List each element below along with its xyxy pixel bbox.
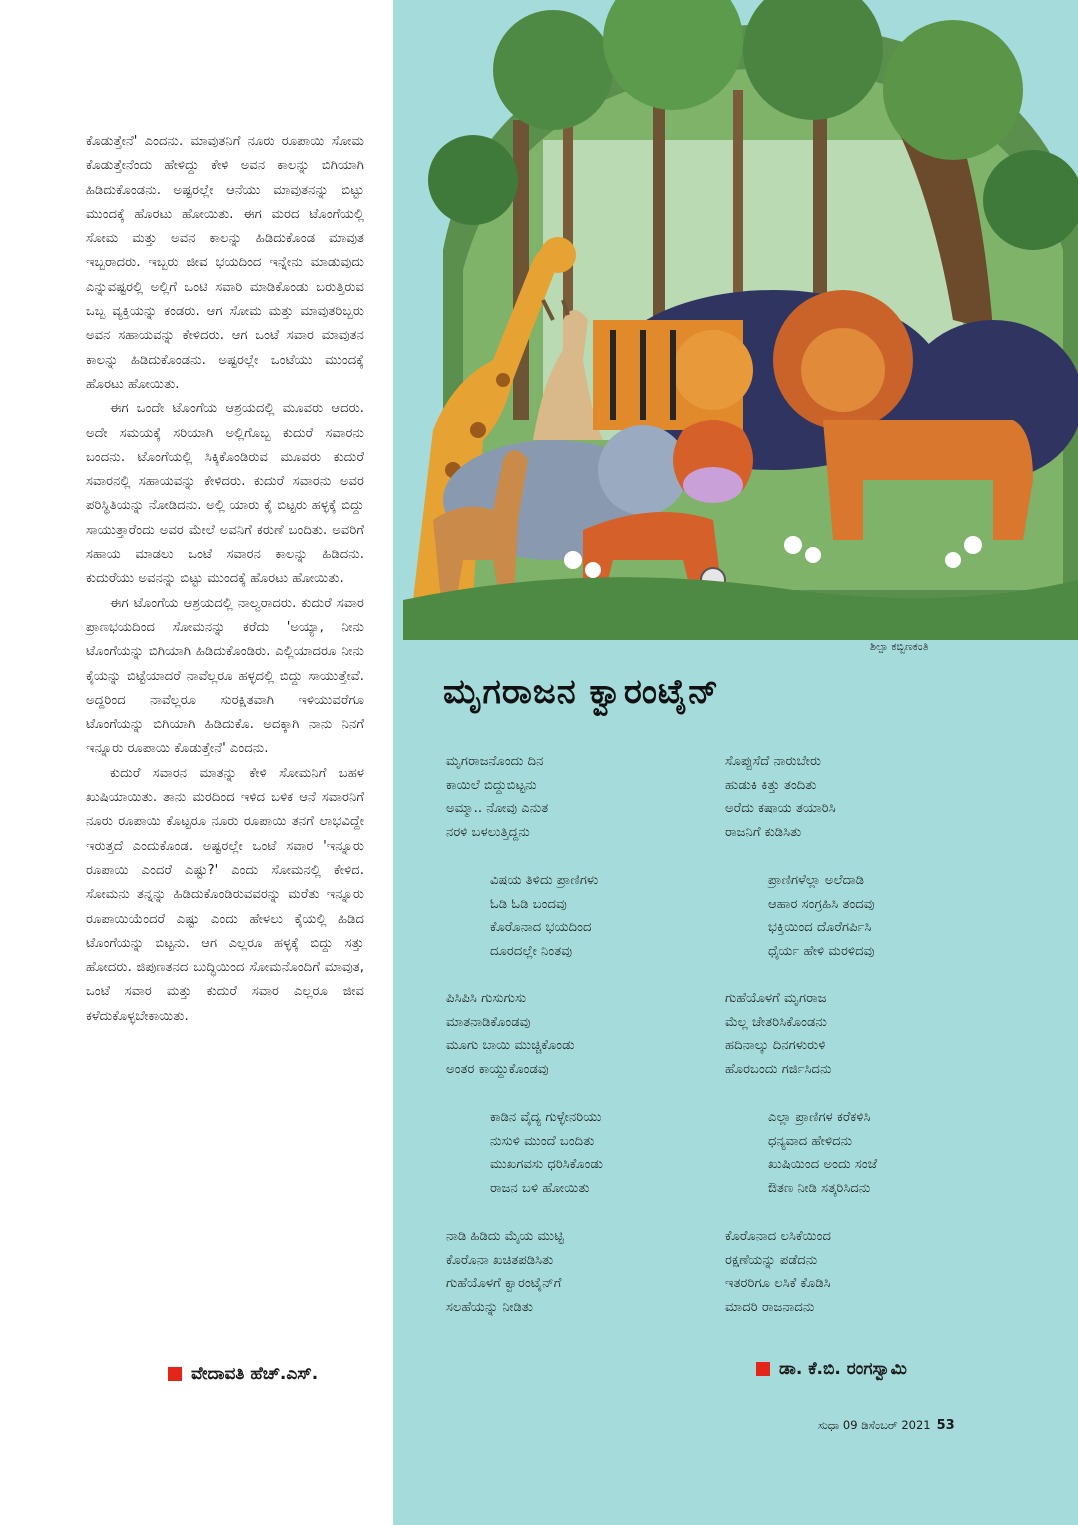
poem-stanza (446, 750, 696, 844)
story-paragraph: ಈಗ ಟೊಂಗೆಯ ಆಶ್ರಯದಲ್ಲಿ ನಾಲ್ವರಾದರು. ಕುದುರೆ ಸವಾರ ಪ್ರಾಣಭಯದಿಂದ ಸೋಮನನ್ನು ಕರೆದು 'ಅಯ್ಯಾ, ನೀನು ಟೊಂಗೆಯನ್ನು ಬಿಗಿಯಾಗಿ ಹಿಡಿದುಕೊಂಡಿರು. ಎಲ್ಲಿಯಾದರೂ ನೀನು ಕೈಯನ್ನು ಬಿಟ್ಟೆಯಾದರೆ ನಾವೆಲ್ಲರೂ ಹಳ್ಳದಲ್ಲಿ ಬಿದ್ದು ಸಾಯುತ್ತೇವೆ. ಅದ್ದರಿಂದ ನಾವೆಲ್ಲರೂ ಸುರಕ್ಷಿತವಾಗಿ ಇಳಿಯುವರೆಗೂ ಟೊಂಗೆಯನ್ನು ಬಿಗಿಯಾಗಿ ಹಿಡಿದುಕೊ. ಅದಕ್ಕಾಗಿ ನಾನು ನಿನಗೆ ಇನ್ನೂರು ರೂಪಾಯಿ ಕೊಡುತ್ತೇನೆ' ಎಂದನು. (86, 595, 364, 757)
poem-line: ಗುಹೆಯೊಳಗೆ ಮೃಗರಾಜ (725, 991, 827, 1006)
poem-line: ಆಹಾರ ಸಂಗ್ರಹಿಸಿ ತಂದವು (768, 896, 875, 912)
illustration-credit: ಶಿಲ್ಪಾ ಕಬ್ಬಿಣಕಂತಿ (870, 640, 929, 653)
poem-line: ಕಾಡಿನ ವೈದ್ಯ ಗುಳ್ಳೇನರಿಯು (490, 1110, 602, 1125)
poem-line: ಗುಹೆಯೊಳಗೆ ಕ್ವಾರಂಟೈನ್‌ಗೆ (446, 1276, 562, 1292)
poem-stanza (446, 1225, 696, 1319)
magazine-issue: ಸುಧಾ 09 ಡಿಸೆಂಬರ್ 2021 (818, 1418, 931, 1432)
poem-line: ಕೊರೊನಾದ ಲಸಿಕೆಯಿಂದ (725, 1229, 832, 1244)
poem-line: ಧನ್ಯವಾದ ಹೇಳಿದನು (768, 1133, 853, 1149)
page-footer (818, 1418, 955, 1433)
poem-stanza (725, 987, 975, 1081)
poem-line: ಹದಿನಾಲ್ಕು ದಿನಗಳುರುಳಿ (725, 1038, 826, 1054)
poem-line: ಮಾದರಿ ರಾಜನಾದನು (725, 1299, 815, 1315)
poem-line: ಪ್ರಾಣಿಗಳೆಲ್ಲಾ ಅಲೆದಾಡಿ (768, 873, 865, 888)
poem-line: ಅಂತರ ಕಾಯ್ದುಕೊಂಡವು (446, 1061, 549, 1077)
poem-line: ಹುಡುಕಿ ಕಿತ್ತು ತಂದಿತು (725, 777, 817, 793)
poem-line: ಕಾಯಿಲೆ ಬಿದ್ದುಬಿಟ್ಟನು (446, 777, 537, 793)
poem-line: ಮೃಗರಾಜನೊಂದು ದಿನ (446, 754, 544, 769)
poem-stanza (490, 869, 740, 963)
poem-title: ಮೃಗರಾಜನ ಕ್ವಾರಂಟೈನ್ (443, 672, 720, 712)
poem-line: ಭಕ್ತಿಯಿಂದ ದೊರೆಗರ್ಪಿಸಿ (768, 920, 872, 936)
poem-line: ರಾಜನ ಬಳಿ ಹೋಯಿತು (490, 1180, 590, 1196)
red-square-icon (756, 1362, 770, 1376)
poem-line: ಮಾತನಾಡಿಕೊಂಡವು (446, 1014, 531, 1030)
poem-line: ಪಿಸಿಪಿಸಿ ಗುಸುಗುಸು (446, 991, 527, 1006)
poem-line: ಖುಷಿಯಿಂದ ಅಂದು ಸಂಜೆ (768, 1157, 878, 1173)
poem-line: ಸೊಪ್ಪುಸೆದೆ ನಾರುಬೇರು (725, 754, 822, 769)
poem-line: ಅಮ್ಮಾ.. ನೋವು ಎನುತ (446, 801, 549, 817)
poem-line: ಕೊರೊನಾದ ಭಯದಿಂದ (490, 920, 592, 936)
poem-line: ಸಲಹೆಯನ್ನು ನೀಡಿತು (446, 1299, 534, 1315)
poem-line: ಔತಣ ನೀಡಿ ಸತ್ಕರಿಸಿದನು (768, 1180, 871, 1196)
story-paragraph: ಈಗ ಒಂದೇ ಟೊಂಗೆಯ ಆಶ್ರಯದಲ್ಲಿ ಮೂವರು ಆದರು. ಅದೇ ಸಮಯಕ್ಕೆ ಸರಿಯಾಗಿ ಅಲ್ಲಿಗೊಬ್ಬ ಕುದುರೆ ಸವಾರನು ಬಂದನು. ಟೊಂಗೆಯಲ್ಲಿ ಸಿಕ್ಕಿಕೊಂಡಿರುವ ಮೂವರು ಕುದುರೆ ಸವಾರನಲ್ಲಿ ಸಹಾಯವನ್ನು ಕೇಳಿದರು. ಕುದುರೆ ಸವಾರನು ಅವರ ಪರಿಸ್ಥಿತಿಯನ್ನು ನೋಡಿದನು. ಅಲ್ಲಿ ಯಾರು ಕೈ ಬಿಟ್ಟರು ಹಳ್ಳಕ್ಕೆ ಬಿದ್ದು ಸಾಯುತ್ತಾರೆಂದು ಅವರ ಮೇಲೆ ಅವನಿಗೆ ಕರುಣೆ ಬಂದಿತು. ಅವರಿಗೆ ಸಹಾಯ ಮಾಡಲು ಒಂಟೆ ಸವಾರನ ಕಾಲನ್ನು ಹಿಡಿದನು. ಕುದುರೆಯು ಅವನನ್ನು ಬಿಟ್ಟು ಮುಂದಕ್ಕೆ ಹೊರಟು ಹೋಯಿತು. (86, 401, 364, 587)
poem-stanza (725, 1225, 975, 1319)
page-number: 53 (936, 1418, 955, 1433)
story-author (168, 1364, 318, 1384)
story-author-name: ವೇದಾವತಿ ಹೆಚ್.ಎಸ್. (191, 1364, 319, 1384)
forest-animals-illustration (393, 0, 1078, 650)
poem-stanza (490, 1106, 740, 1200)
poem-line: ನಾಡಿ ಹಿಡಿದು ಮೈಯ ಮುಟ್ಟಿ (446, 1229, 564, 1244)
poem-line: ಹೊರಬಂದು ಗರ್ಜಿಸಿದನು (725, 1061, 832, 1077)
poem-line: ಓಡಿ ಓಡಿ ಬಂದವು (490, 896, 567, 912)
poem-line: ಎಲ್ಲಾ ಪ್ರಾಣಿಗಳ ಕರೆಕಳಿಸಿ (768, 1110, 871, 1125)
poem-stanza (725, 750, 975, 844)
poem-line: ನರಳಿ ಬಳಲುತ್ತಿದ್ದನು (446, 824, 530, 840)
poem-line: ಮೂಗು ಬಾಯಿ ಮುಚ್ಚಿಕೊಂಡು (446, 1038, 575, 1054)
poem-line: ದೂರದಲ್ಲೇ ನಿಂತವು (490, 943, 572, 959)
poem-author (756, 1359, 907, 1379)
poem-stanza (768, 1106, 1018, 1200)
story-paragraph: ಕೊಡುತ್ತೇನೆ' ಎಂದನು. ಮಾವುತನಿಗೆ ನೂರು ರೂಪಾಯಿ ಸೋಮ ಕೊಡುತ್ತೇನೆಂದು ಹೇಳಿದ್ದು ಕೇಳಿ ಅವನ ಕಾಲನ್ನು ಬಿಗಿಯಾಗಿ ಹಿಡಿದುಕೊಂಡನು. ಅಷ್ಟರಲ್ಲೇ ಆನೆಯು ಮಾವುತನನ್ನು ಬಿಟ್ಟು ಮುಂದಕ್ಕೆ ಹೊರಟು ಹೋಯಿತು. ಈಗ ಮರದ ಟೊಂಗೆಯಲ್ಲಿ ಸೋಮ ಮತ್ತು ಅವನ ಕಾಲನ್ನು ಹಿಡಿದುಕೊಂಡ ಮಾವುತ ಇಬ್ಬರಾದರು. ಇಬ್ಬರು ಜೀವ ಭಯದಿಂದ ಇನ್ನೇನು ಮಾಡುವುದು ಎನ್ನುವಷ್ಟರಲ್ಲಿ ಅಲ್ಲಿಗೆ ಒಂಟಿ ಸವಾರಿ ಮಾಡಿಕೊಂಡು ಬರುತ್ತಿರುವ ಒಬ್ಬ ವ್ಯಕ್ತಿಯನ್ನು ಕಂಡರು. ಆಗ ಸೋಮ ಮತ್ತು ಮಾವುತರಿಬ್ಬರು ಅವನ ಸಹಾಯವನ್ನು ಕೇಳಿದರು. ಆಗ ಒಂಟೆ ಸವಾರ ಮಾವುತನ ಕಾಲನ್ನು ಹಿಡಿದುಕೊಂಡನು. ಅಷ್ಟರಲ್ಲೇ ಒಂಟೆಯು ಮುಂದಕ್ಕೆ ಹೊರಟು ಹೋಯಿತು. (86, 134, 364, 392)
poem-line: ಮುಖಗವಸು ಧರಿಸಿಕೊಂಡು (490, 1157, 604, 1173)
poem-line: ಕೊರೊನಾ ಖಚಿತಪಡಿಸಿತು (446, 1252, 554, 1268)
poem-line: ವಿಷಯ ತಿಳಿದು ಪ್ರಾಣಿಗಳು (490, 873, 599, 888)
poem-line: ಅರೆದು ಕಷಾಯ ತಯಾರಿಸಿ (725, 801, 836, 817)
poem-line: ಇತರರಿಗೂ ಲಸಿಕೆ ಕೊಡಿಸಿ (725, 1276, 831, 1292)
poem-stanza (768, 869, 1018, 963)
poem-line: ಮೆಲ್ಲ ಚೇತರಿಸಿಕೊಂಡನು (725, 1014, 827, 1030)
poem-line: ನುಸುಳಿ ಮುಂದೆ ಬಂದಿತು (490, 1133, 595, 1149)
poem-author-name: ಡಾ. ಕೆ.ಬಿ. ರಂಗಸ್ವಾಮಿ (779, 1359, 907, 1379)
poem-line: ರಕ್ಷಣೆಯನ್ನು ಪಡೆದನು (725, 1252, 818, 1268)
story-paragraph: ಕುದುರೆ ಸವಾರನ ಮಾತನ್ನು ಕೇಳಿ ಸೋಮನಿಗೆ ಬಹಳ ಖುಷಿಯಾಯಿತು. ತಾನು ಮರದಿಂದ ಇಳಿದ ಬಳಿಕ ಆನೆ ಸವಾರನಿಗೆ ನೂರು ರೂಪಾಯಿ ಕೊಟ್ಟರೂ ನೂರು ರೂಪಾಯಿ ತನಗೆ ಲಾಭವಿದ್ದೇ ಇರುತ್ತದೆ ಎಂದುಕೊಂಡ. ಅಷ್ಟರಲ್ಲೇ ಒಂಟೆ ಸವಾರ 'ಇನ್ನೂರು ರೂಪಾಯಿ ಎಂದರೆ ಎಷ್ಟು?' ಎಂದು ಸೋಮನಲ್ಲಿ ಕೇಳಿದ. ಸೋಮನು ತನ್ನನ್ನು ಹಿಡಿದುಕೊಂಡಿರುವವರನ್ನು ಮರೆತು ಇನ್ನೂರು ರೂಪಾಯಿಯೆಂದರೆ ಎಷ್ಟು ಎಂದು ಹೇಳಲು ಕೈಯಲ್ಲಿ ಹಿಡಿದ ಟೊಂಗೆಯನ್ನು ಬಿಟ್ಟನು. ಆಗ ಎಲ್ಲರೂ ಹಳ್ಳಕ್ಕೆ ಬಿದ್ದು ಸತ್ತು ಹೋದರು. ಜಿಪುಣತನದ ಬುದ್ಧಿಯಿಂದ ಸೋಮನೊಂದಿಗೆ ಮಾವುತ, ಒಂಟೆ ಸವಾರ ಮತ್ತು ಕುದುರೆ ಸವಾರ ಎಲ್ಲರೂ ಜೀವ ಕಳೆದುಕೊಳ್ಳಬೇಕಾಯಿತು. (86, 765, 364, 1024)
poem-line: ರಾಜನಿಗೆ ಕುಡಿಸಿತು (725, 824, 802, 840)
poem-line: ಧೈರ್ಯ ಹೇಳಿ ಮರಳಿದವು (768, 943, 875, 959)
poem-stanza (446, 987, 696, 1081)
story-column (86, 130, 364, 1029)
red-square-icon (168, 1367, 182, 1381)
